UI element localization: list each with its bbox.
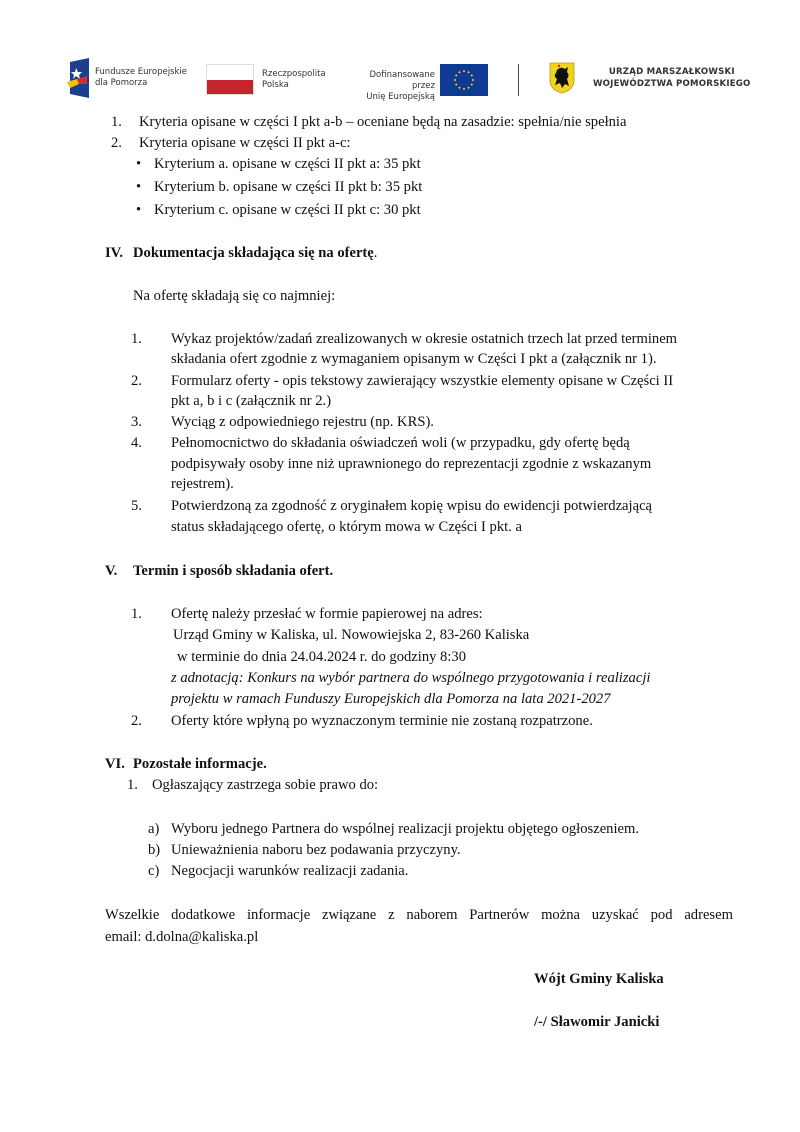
section-6-title: Pozostałe informacje. bbox=[133, 756, 267, 772]
criteria-item-1: Kryteria opisane w części I pkt a-b – oceniane będą na zasadzie: spełnia/nie spełnia bbox=[139, 114, 627, 130]
doc-item-3-line1: Wyciąg z odpowiedniego rejestru (np. KRS). bbox=[171, 414, 434, 430]
other-item-1-text: Ogłaszający zastrzega sobie prawo do: bbox=[152, 777, 379, 793]
section-5-num: V. bbox=[105, 563, 118, 579]
criterion-c: Kryterium c. opisane w części II pkt c: 30 pkt bbox=[154, 202, 421, 218]
submit-annotation-line1: z adnotacją: Konkurs na wybór partnera do wspólnego przygotowania i realizacji bbox=[171, 670, 651, 686]
submit-annotation-line2: projektu w ramach Funduszy Europejskich dla Pomorza na lata 2021-2027 bbox=[171, 691, 611, 707]
pom-logo-line2: WOJEWÓDZTWA POMORSKIEGO bbox=[593, 79, 751, 89]
doc-item-5-line2: status składającego ofertę, o którym mowa w Części I pkt. a bbox=[171, 519, 522, 535]
signature-title: Wójt Gminy Kaliska bbox=[534, 971, 664, 987]
signature-name: /-/ Sławomir Janicki bbox=[534, 1014, 660, 1030]
pom-logo-line1: URZĄD MARSZAŁKOWSKI bbox=[608, 67, 735, 77]
contact-line1 bbox=[105, 906, 733, 924]
criterion-a: Kryterium a. opisane w części II pkt a: 35 pkt bbox=[154, 156, 421, 172]
right-b-letter: b) bbox=[148, 842, 161, 858]
eu-flag-icon bbox=[440, 64, 488, 96]
submit-deadline: w terminie do dnia 24.04.2024 r. do godziny 8:30 bbox=[177, 649, 467, 665]
doc-item-2-line1: Formularz oferty - opis tekstowy zawierający wszystkie elementy opisane w Części II bbox=[171, 373, 674, 389]
bullet-icon: • bbox=[136, 156, 142, 172]
doc-item-3-num: 3. bbox=[131, 414, 142, 430]
doc-item-1-num: 1. bbox=[131, 331, 142, 347]
contact-word: informacje bbox=[246, 907, 311, 923]
doc-item-4-num: 4. bbox=[131, 435, 142, 451]
other-item-1-num: 1. bbox=[127, 777, 138, 793]
eu-logo-text bbox=[345, 70, 435, 103]
contact-word: pod bbox=[650, 907, 673, 923]
eu-logo-line1: Dofinansowane przez bbox=[369, 70, 435, 91]
pl-logo-line1: Rzeczpospolita bbox=[262, 68, 326, 79]
pomorskie-logo bbox=[549, 62, 751, 94]
right-b-text: Unieważnienia naboru bez podawania przyczyny. bbox=[171, 842, 461, 858]
funds-europe-icon bbox=[67, 58, 89, 98]
fe-logo-line2: dla Pomorza bbox=[95, 78, 148, 88]
contact-word: można bbox=[541, 907, 580, 923]
criteria-item-1-num: 1. bbox=[111, 114, 122, 130]
section-4-title-end: . bbox=[373, 245, 378, 261]
contact-word: uzyskać bbox=[591, 907, 639, 923]
contact-word: Wszelkie bbox=[105, 907, 160, 923]
doc-item-1-line2: składania ofert zgodnie z wymaganiem opisanym w Części I pkt a (załącznik nr 1). bbox=[171, 351, 657, 367]
doc-item-2-num: 2. bbox=[131, 373, 142, 389]
right-a-letter: a) bbox=[148, 821, 160, 837]
contact-word: związane bbox=[322, 907, 377, 923]
griffin-crest-icon bbox=[549, 62, 575, 94]
fe-logo-line1: Fundusze Europejskie bbox=[95, 67, 187, 77]
doc-item-5-line1: Potwierdzoną za zgodność z oryginałem kopię wpisu do ewidencji potwierdzającą bbox=[171, 498, 653, 514]
logo-divider bbox=[518, 64, 519, 96]
pl-logo-line2: Polska bbox=[262, 79, 289, 90]
right-a-text: Wyboru jednego Partnera do wspólnej realizacji projektu objętego ogłoszeniem. bbox=[171, 821, 639, 837]
right-c-text: Negocjacji warunków realizacji zadania. bbox=[171, 863, 409, 879]
doc-item-5-num: 5. bbox=[131, 498, 142, 514]
doc-item-4-line2: podpisywały osoby inne niż uprawnionego do reprezentacji zgodnie z wskazanym bbox=[171, 456, 652, 472]
section-4-heading bbox=[133, 244, 377, 262]
doc-item-4-line3: rejestrem). bbox=[171, 476, 234, 492]
submit-address: Urząd Gminy w Kaliska, ul. Nowowiejska 2, 83-260 Kaliska bbox=[173, 627, 530, 643]
header-logos bbox=[0, 56, 800, 102]
section-4-intro: Na ofertę składają się co najmniej: bbox=[133, 288, 336, 304]
section-4-num: IV. bbox=[105, 245, 123, 261]
criterion-b: Kryterium b. opisane w części II pkt b: 35 pkt bbox=[154, 179, 423, 195]
criteria-item-2: Kryteria opisane w części II pkt a-c: bbox=[139, 135, 351, 151]
fe-logo bbox=[67, 58, 187, 98]
bullet-icon: • bbox=[136, 179, 142, 195]
bullet-icon: • bbox=[136, 202, 142, 218]
contact-word: naborem bbox=[406, 907, 458, 923]
poland-flag-icon bbox=[206, 64, 254, 95]
submit-item-2-num: 2. bbox=[131, 713, 142, 729]
section-5-title: Termin i sposób składania ofert. bbox=[133, 563, 334, 579]
submit-item-1-line1: Ofertę należy przesłać w formie papierowej na adres: bbox=[171, 606, 483, 622]
eu-logo-line2: Unię Europejską bbox=[366, 92, 435, 102]
doc-item-1-line1: Wykaz projektów/zadań zrealizowanych w okresie ostatnich trzech lat przed terminem bbox=[171, 331, 678, 347]
criteria-item-2-num: 2. bbox=[111, 135, 122, 151]
right-c-letter: c) bbox=[148, 863, 160, 879]
contact-word: z bbox=[388, 907, 395, 923]
doc-item-2-line2: pkt a, b i c (załącznik nr 2.) bbox=[171, 393, 332, 409]
pl-logo bbox=[206, 64, 326, 95]
contact-email-line: email: d.dolna@kaliska.pl bbox=[105, 929, 259, 945]
contact-word: dodatkowe bbox=[171, 907, 236, 923]
contact-word: Partnerów bbox=[469, 907, 530, 923]
contact-word: adresem bbox=[684, 907, 733, 923]
doc-item-4-line1: Pełnomocnictwo do składania oświadczeń woli (w przypadku, gdy ofertę będą bbox=[171, 435, 630, 451]
section-4-title: Dokumentacja składająca się na ofertę bbox=[133, 245, 374, 261]
section-6-num: VI. bbox=[105, 756, 125, 772]
submit-item-2-line1: Oferty które wpłyną po wyznaczonym terminie nie zostaną rozpatrzone. bbox=[171, 713, 593, 729]
submit-item-1-num: 1. bbox=[131, 606, 142, 622]
